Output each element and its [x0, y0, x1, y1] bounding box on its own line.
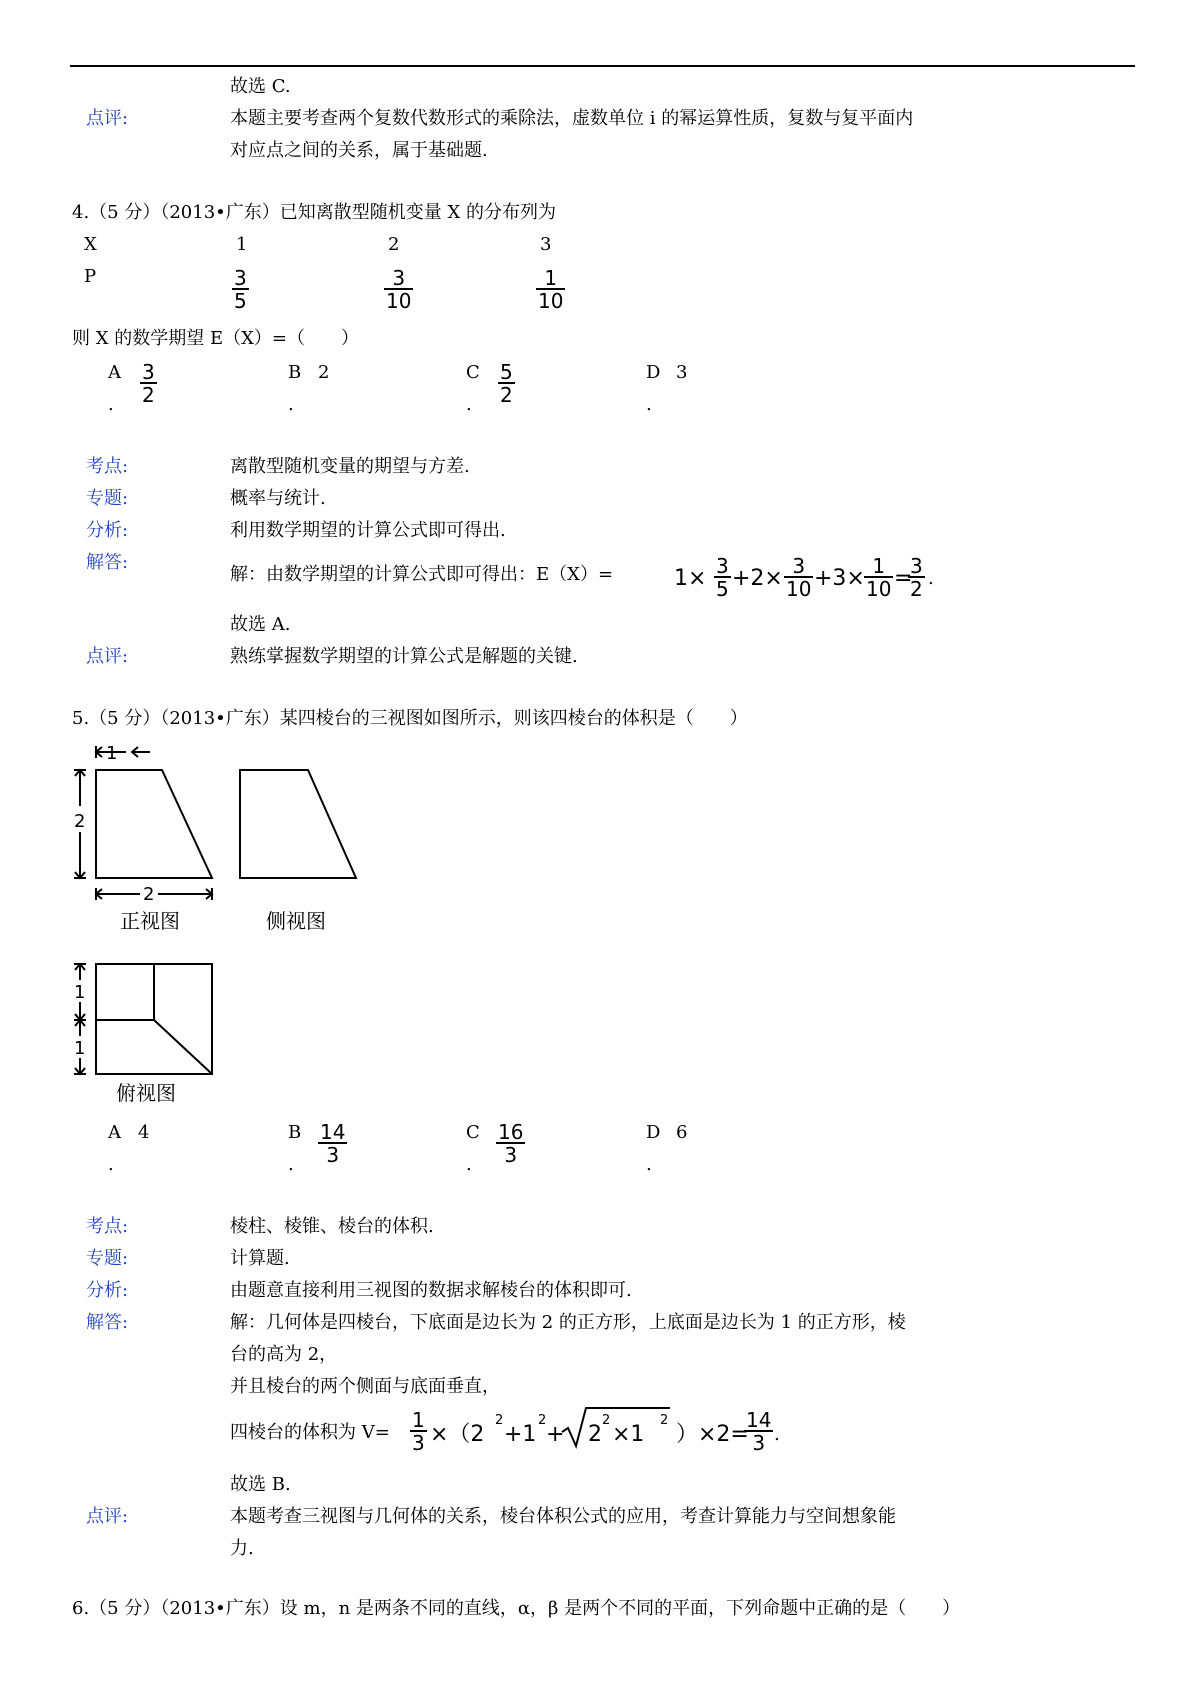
q4-fenxi: 利用数学期望的计算公式即可得出. [230, 520, 506, 541]
prev-review-label: 点评: [86, 108, 129, 129]
q5-option-a-letter: A [108, 1122, 121, 1143]
q5-answer: 故选 B. [230, 1474, 291, 1495]
q5-option-b-value: $\frac{14}{3}$ [320, 1120, 346, 1167]
q4-jieda-prefix: 解：由数学期望的计算公式即可得出：E（X）= [230, 564, 614, 585]
front-dim-height-label: 2 [74, 811, 86, 832]
q5-fenxi: 由题意直接利用三视图的数据求解棱台的体积即可. [230, 1280, 632, 1301]
q5-jieda-line2: 台的高为 2， [230, 1344, 338, 1365]
q5-jieda-line1: 解：几何体是四棱台，下底面是边长为 2 的正方形，上底面是边长为 1 的正方形，棱 [230, 1312, 906, 1333]
q5-vol-rad-x: ×1 [612, 1422, 645, 1447]
q4-table-p1: $\frac{3}{5}$ [234, 266, 247, 313]
q5-vol-result: $\frac{14}{3}$ [746, 1408, 772, 1455]
front-dim-top-label: 1 [106, 743, 118, 764]
q4-answer: 故选 A. [230, 614, 291, 635]
prev-review-line2: 对应点之间的关系，属于基础题. [230, 140, 488, 161]
q5-option-d-value: 6 [676, 1122, 688, 1143]
front-view-label: 正视图 [120, 909, 180, 933]
q4-table-p3: $\frac{1}{10}$ [538, 266, 564, 313]
front-view-shape [96, 770, 212, 878]
q5-option-b-dot: . [288, 1154, 294, 1175]
q5-vol-frac1: $\frac{1}{3}$ [412, 1408, 425, 1455]
q4-jieda-label: 解答: [86, 552, 129, 573]
side-view [240, 770, 356, 878]
q5-option-c-dot: . [466, 1154, 472, 1175]
q4-formula-frac3: $\frac{1}{10}$ [866, 554, 892, 601]
q4-formula-end: . [928, 568, 934, 589]
q5-vol-mid: ×（2 [430, 1422, 485, 1447]
q5-kaodian-label: 考点: [86, 1216, 129, 1237]
q4-option-c-dot: . [466, 394, 472, 415]
prev-review-line1: 本题主要考查两个复数代数形式的乘除法，虚数单位 i 的幂运算性质，复数与复平面内 [230, 108, 914, 129]
q4-zhuanti: 概率与统计. [230, 488, 326, 509]
q5-vol-sup2: 2 [538, 1413, 547, 1428]
top-view [74, 964, 212, 1074]
q5-option-c-letter: C [466, 1122, 480, 1143]
front-dim-bottom-label: 2 [143, 884, 155, 905]
q4-kaodian-label: 考点: [86, 456, 129, 477]
side-view-label: 侧视图 [266, 909, 326, 933]
q4-table-x2: 2 [388, 234, 400, 255]
q5-volume-prefix: 四棱台的体积为 V= [230, 1422, 390, 1443]
q5-option-a-dot: . [108, 1154, 114, 1175]
q5-review-line2: 力. [230, 1538, 254, 1559]
q4-option-a-dot: . [108, 394, 114, 415]
top-view-label: 俯视图 [116, 1081, 176, 1102]
q5-zhuanti-label: 专题: [86, 1248, 129, 1269]
q5-fenxi-label: 分析: [86, 1280, 129, 1301]
q4-option-d-letter: D [646, 362, 661, 383]
q4-formula-term3: +3× [814, 566, 865, 591]
q4-table-x-label: X [84, 234, 97, 255]
q5-vol-end: . [774, 1424, 780, 1445]
q5-option-a-value: 4 [138, 1122, 150, 1143]
front-view [74, 746, 212, 900]
q4-fenxi-label: 分析: [86, 520, 129, 541]
q5-vol-plus1: +1 [504, 1422, 537, 1447]
q4-zhuanti-label: 专题: [86, 488, 129, 509]
q4-table-x1: 1 [236, 234, 248, 255]
q4-review: 熟练掌握数学期望的计算公式是解题的关键. [230, 646, 578, 667]
q5-zhuanti: 计算题. [230, 1248, 290, 1269]
q4-formula-equals: = [894, 566, 913, 591]
prev-answer: 故选 C. [230, 76, 291, 97]
q5-option-d-dot: . [646, 1154, 652, 1175]
q4-option-a-value: $\frac{3}{2}$ [142, 360, 155, 407]
q4-option-b-dot: . [288, 394, 294, 415]
q4-formula-term1: 1× [674, 566, 707, 591]
q4-option-d-dot: . [646, 394, 652, 415]
q5-three-view-figure [70, 742, 390, 1102]
q5-vol-tail: ）×2= [676, 1422, 749, 1447]
q4-formula-result: $\frac{3}{2}$ [910, 554, 923, 601]
q5-review-label: 点评: [86, 1506, 129, 1527]
q4-table-p2: $\frac{3}{10}$ [386, 266, 412, 313]
q4-table-p-label: P [84, 266, 97, 287]
q4-option-c-letter: C [466, 362, 480, 383]
q4-option-d-value: 3 [676, 362, 688, 383]
q5-stem: 5.（5 分）（2013•广东）某四棱台的三视图如图所示，则该四棱台的体积是（ ） [72, 708, 748, 729]
q5-review-line1: 本题考查三视图与几何体的关系，棱台体积公式的应用，考查计算能力与空间想象能 [230, 1506, 896, 1527]
q5-kaodian: 棱柱、棱锥、棱台的体积. [230, 1216, 434, 1237]
q4-option-b-letter: B [288, 362, 302, 383]
q5-vol-rad-sup2: 2 [660, 1413, 669, 1428]
q4-option-b-value: 2 [318, 362, 330, 383]
q5-jieda-line3: 并且棱台的两个侧面与底面垂直， [230, 1376, 500, 1397]
q6-stem: 6.（5 分）（2013•广东）设 m，n 是两条不同的直线，α，β 是两个不同的平面，下列命题中正确的是（ ） [72, 1598, 961, 1619]
header-rule [70, 65, 1135, 67]
q5-option-d-letter: D [646, 1122, 661, 1143]
q5-option-c-value: $\frac{16}{3}$ [498, 1120, 524, 1167]
q4-formula-term2: +2× [732, 566, 783, 591]
q4-review-label: 点评: [86, 646, 129, 667]
q4-stem: 4.（5 分）（2013•广东）已知离散型随机变量 X 的分布列为 [72, 202, 557, 223]
q5-jieda-label: 解答: [86, 1312, 129, 1333]
q4-option-a-letter: A [108, 362, 121, 383]
q5-vol-rad-sup1: 2 [602, 1413, 611, 1428]
q5-option-b-letter: B [288, 1122, 302, 1143]
q5-vol-plus2: + [546, 1422, 565, 1447]
q4-formula-frac2: $\frac{3}{10}$ [786, 554, 812, 601]
q4-table-x3: 3 [540, 234, 552, 255]
q4-formula-frac1: $\frac{3}{5}$ [716, 554, 729, 601]
q4-question: 则 X 的数学期望 E（X）=（ ） [72, 328, 360, 349]
top-dim-2-label: 1 [74, 1038, 86, 1059]
q5-vol-rad-a: 2 [588, 1422, 602, 1447]
q4-kaodian: 离散型随机变量的期望与方差. [230, 456, 470, 477]
top-dim-1-label: 1 [74, 982, 86, 1003]
q5-vol-sup1: 2 [495, 1413, 504, 1428]
q4-option-c-value: $\frac{5}{2}$ [500, 360, 513, 407]
side-view-shape [240, 770, 356, 878]
